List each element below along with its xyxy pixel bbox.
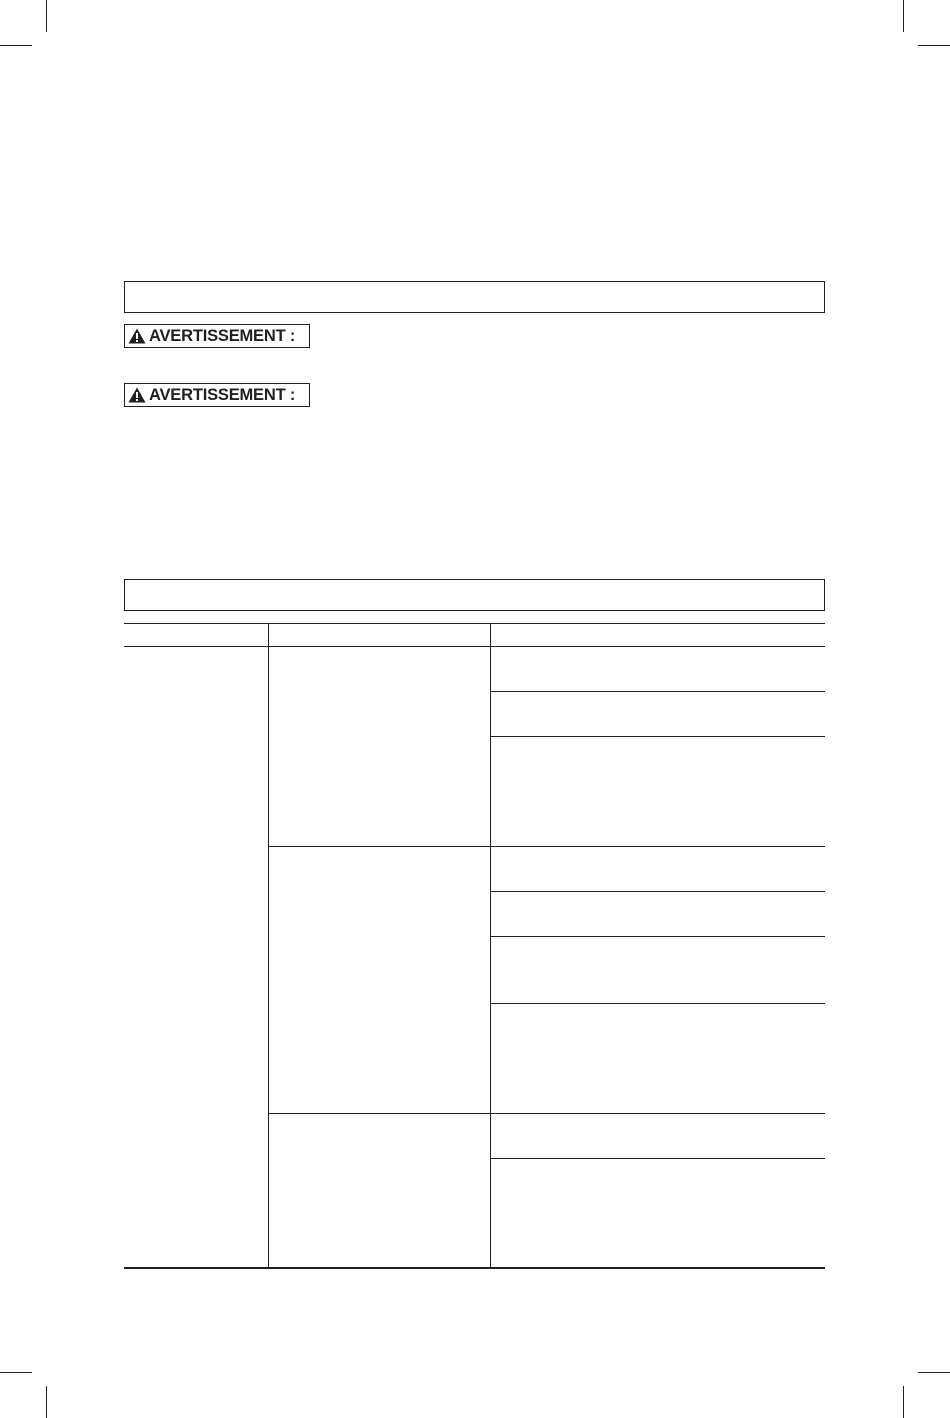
crop-mark-bottom-left-v — [46, 1386, 47, 1418]
warning-triangle-icon — [128, 387, 146, 403]
table-group-rule — [268, 846, 825, 847]
crop-mark-bottom-right-v — [903, 1386, 904, 1418]
crop-mark-top-left-v — [46, 0, 47, 32]
warning-badge-2 — [124, 383, 310, 407]
table-top-rule — [124, 623, 825, 624]
section-header-box-2 — [124, 579, 825, 611]
table-row-rule — [490, 1158, 825, 1159]
warning-triangle-icon — [128, 328, 146, 344]
warning-label: AVERTISSEMENT : — [149, 326, 296, 345]
table-row-rule — [490, 891, 825, 892]
section-header-box-1 — [124, 281, 825, 313]
table-row-rule — [490, 1003, 825, 1004]
table-bottom-rule — [124, 1267, 825, 1269]
table-row-rule — [490, 736, 825, 737]
warning-badge-1 — [124, 324, 310, 348]
table-row-rule — [490, 936, 825, 937]
crop-mark-bottom-left-h — [0, 1372, 32, 1373]
table-row-rule — [490, 691, 825, 692]
crop-mark-top-right-h — [918, 45, 950, 46]
table-column-divider-2 — [490, 623, 491, 1268]
table-group-rule — [268, 1113, 825, 1114]
crop-mark-top-left-h — [0, 45, 32, 46]
table-header-rule — [124, 646, 825, 647]
warning-label: AVERTISSEMENT : — [149, 385, 296, 404]
crop-mark-bottom-right-h — [918, 1372, 950, 1373]
crop-mark-top-right-v — [903, 0, 904, 32]
table-column-divider-1 — [268, 623, 269, 1268]
